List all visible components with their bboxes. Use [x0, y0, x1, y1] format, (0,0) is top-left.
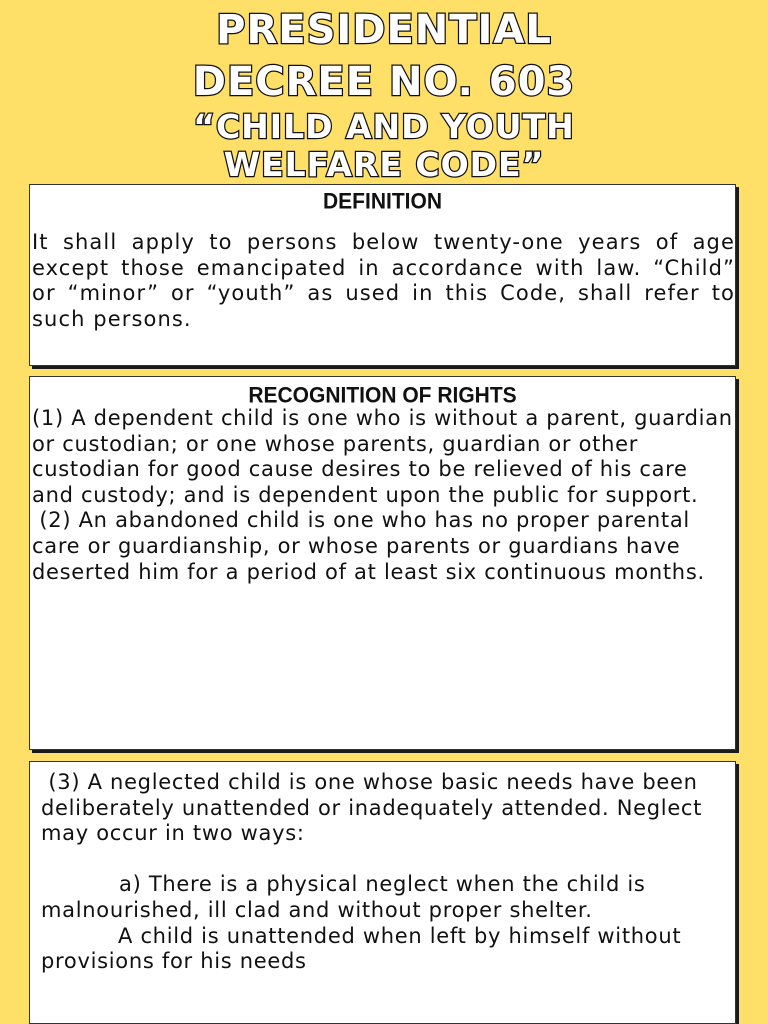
neglect-card — [29, 761, 736, 1024]
unattended-child-item — [41, 924, 735, 975]
definition-card — [29, 184, 736, 366]
definition-text: It shall apply to persons below twenty-one years of age except those emancipated in accordance with law. “Child” or “minor” or “youth” as used in this Code, shall refer to such persons. — [32, 230, 735, 331]
paragraph-gap — [41, 847, 735, 873]
title-line-1: PRESIDENTIAL — [216, 7, 552, 53]
physical-neglect-item — [41, 872, 735, 923]
physical-neglect-text: a) There is a physical neglect when the child is malnourished, ill clad and without proper shelter. — [41, 872, 646, 922]
recognition-heading: RECOGNITION OF RIGHTS — [248, 383, 517, 408]
recognition-body — [30, 406, 735, 585]
abandoned-child-item: (2) An abandoned child is one who has no proper parental care or guardianship, or whose parents or guardians have deserted him for a period of at least six continuous months. — [32, 508, 705, 584]
definition-heading: DEFINITION — [323, 189, 442, 214]
unattended-child-text: A child is unattended when left by himself without provisions for his needs — [41, 923, 682, 974]
neglected-child-intro: (3) A neglected child is one whose basic needs have been deliberately unattended or inadequately attended. Neglect may occur in two ways: — [41, 770, 710, 846]
title-line-3: “CHILD AND YOUTH — [193, 107, 575, 146]
dependent-child-item: (1) A dependent child is one who is without a parent, guardian or custodian; or one whose parents, guardian or other custodian for good cause desires to be relieved of his care and custody; and is dependent upon the public for support. — [32, 406, 733, 507]
title-line-4: WELFARE CODE” — [223, 145, 545, 184]
title-line-2: DECREE NO. 603 — [192, 59, 576, 105]
recognition-card — [29, 376, 736, 750]
neglect-body — [30, 762, 735, 975]
